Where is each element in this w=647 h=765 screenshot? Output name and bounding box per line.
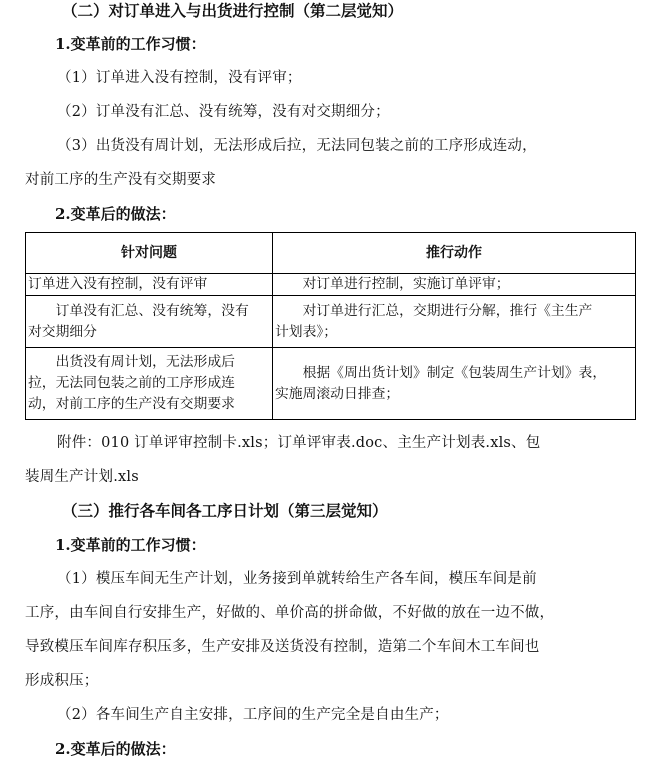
- table-cell-problem: [26, 348, 273, 420]
- table-cell-action: [273, 296, 636, 348]
- table-cell-problem: [26, 274, 273, 296]
- paragraph-line: 形成积压；: [25, 673, 99, 689]
- subheading-before: 1.变革前的工作习惯：: [55, 35, 206, 53]
- table-cell-action: [273, 274, 636, 296]
- cell-text: 计划表》；: [275, 323, 338, 340]
- problem-action-table: [25, 232, 636, 420]
- cell-text: 对订单进行控制，实施订单评审；: [302, 276, 510, 292]
- cell-text: 拉，无法同包装之前的工序形成连: [28, 375, 235, 391]
- table-header-problem: 针对问题: [26, 233, 273, 274]
- section-heading: （三）推行各车间各工序日计划（第三层觉知）: [62, 501, 388, 520]
- table-header-row: [26, 233, 636, 274]
- table-cell-action: [273, 348, 636, 420]
- cell-text: 对订单进行汇总，交期进行分解，推行《主生产: [302, 302, 593, 319]
- table-cell-problem: [26, 296, 273, 348]
- table-row: [26, 296, 636, 348]
- attachment-line: 附件：010 订单评审控制卡.xls；订单评审表.doc、主生产计划表.xls、包: [57, 435, 541, 451]
- cell-text: 出货没有周计划，无法形成后: [55, 354, 235, 370]
- subheading-after: 2.变革后的做法：: [55, 740, 176, 758]
- cell-text: 动，对前工序的生产没有交期要求: [28, 396, 235, 412]
- cell-text: 订单没有汇总、没有统筹，没有: [55, 302, 249, 319]
- paragraph-line: （2）订单没有汇总、没有统筹，没有对交期细分；: [57, 104, 390, 120]
- paragraph-line: （3）出货没有周计划，无法形成后拉，无法同包装之前的工序形成连动，: [57, 138, 537, 154]
- cell-text: 实施周滚动日排查；: [275, 385, 400, 402]
- paragraph-line: （2）各车间生产自主安排，工序间的生产完全是自由生产；: [57, 707, 449, 723]
- paragraph-line: 工序，由车间自行安排生产，好做的、单价高的拼命做，不好做的放在一边不做，: [25, 605, 555, 621]
- cell-text: 对交期细分: [28, 323, 97, 340]
- table-header-action: 推行动作: [273, 233, 636, 274]
- subheading-before: 1.变革前的工作习惯：: [55, 536, 206, 554]
- paragraph-line: 导致模压车间库存积压多，生产安排及送货没有控制，造第二个车间木工车间也: [25, 639, 540, 655]
- attachment-line: 装周生产计划.xls: [25, 469, 139, 485]
- section-heading: （二）对订单进入与出货进行控制（第二层觉知）: [62, 1, 404, 20]
- subheading-after: 2.变革后的做法：: [55, 205, 176, 223]
- cell-text: 根据《周出货计划》制定《包装周生产计划》表，: [302, 364, 607, 381]
- paragraph-line: （1）订单进入没有控制，没有评审；: [57, 70, 302, 86]
- cell-text: 订单进入没有控制，没有评审: [28, 276, 208, 292]
- table-row: [26, 274, 636, 296]
- paragraph-line: （1）模压车间无生产计划，业务接到单就转给生产各车间，模压车间是前: [57, 571, 537, 587]
- paragraph-line: 对前工序的生产没有交期要求: [25, 172, 217, 188]
- table-row: [26, 348, 636, 420]
